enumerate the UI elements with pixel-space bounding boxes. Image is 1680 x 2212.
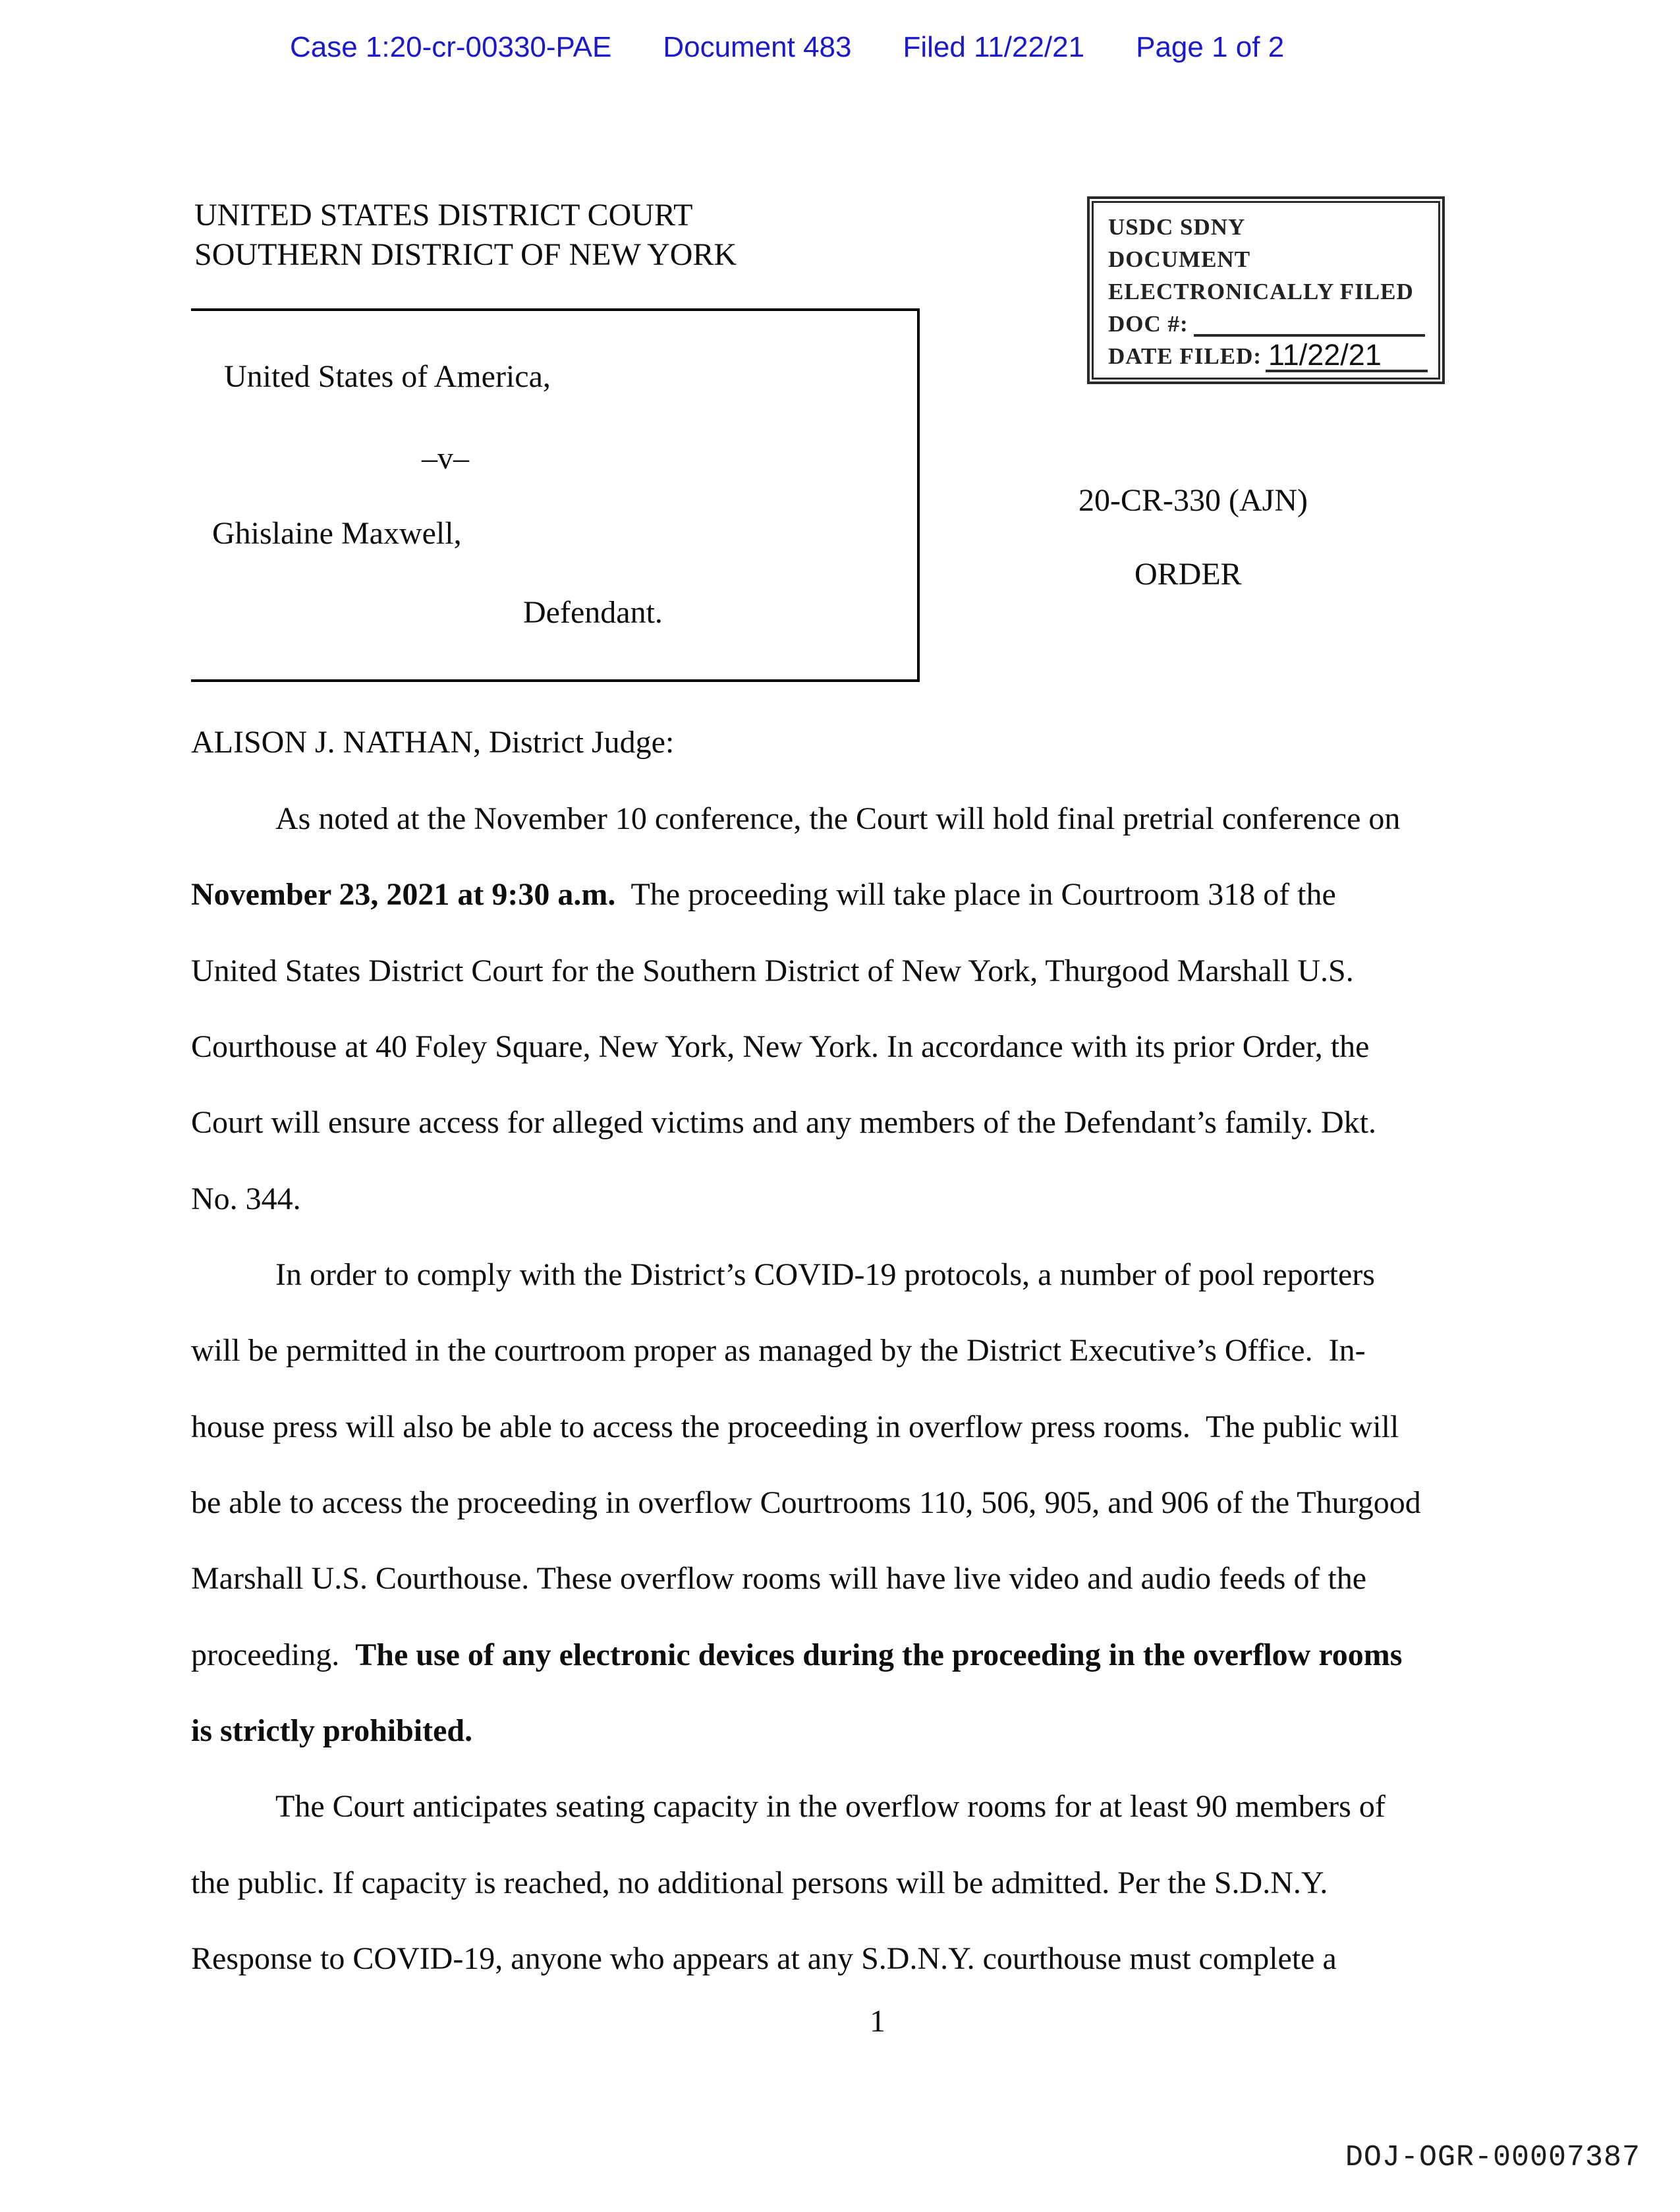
body-line-bold: The use of any electronic devices during the proceeding in the overflow rooms [355,1637,1403,1672]
caption-defendant-label: Defendant. [523,595,663,630]
stamp-document: DOCUMENT [1108,246,1251,272]
body-line-text: As noted at the November 10 conference, the Court will hold final pretrial conference on [275,801,1401,836]
body-line [191,1563,1366,1595]
court-name-line2: SOUTHERN DISTRICT OF NEW YORK [194,237,737,272]
body-line-text: the public. If capacity is reached, no additional persons will be admitted. Per the S.D.N.Y. [191,1865,1328,1900]
body-line-text: Response to COVID-19, anyone who appears at any S.D.N.Y. courthouse must complete a [191,1941,1337,1976]
judge-line: ALISON J. NATHAN, District Judge: [191,725,675,760]
body-line-text: The proceeding will take place in Courtroom 318 of the [615,877,1336,912]
stamp-doc-blank-line [1194,312,1425,337]
stamp-date-line [1266,340,1428,372]
stamp-usdc-sdny: USDC SDNY [1108,214,1246,240]
body-line-text: house press will also be able to access the proceeding in overflow press rooms. The public will [191,1409,1399,1444]
body-line [191,1183,301,1215]
body-line [191,1943,1337,1975]
stamp-date-label: DATE FILED: [1108,343,1262,369]
body-line [275,803,1400,835]
body-line [191,1639,1402,1671]
header-page-indicator: Page 1 of 2 [1136,31,1285,63]
header-document-number: Document 483 [663,31,852,63]
caption-plaintiff: United States of America, [224,359,551,394]
case-number: 20-CR-330 (AJN) [1078,483,1308,518]
body-line [191,1335,1366,1367]
page-number: 1 [870,2004,885,2039]
body-line-text: The Court anticipates seating capacity in the overflow rooms for at least 90 members of [275,1789,1386,1824]
efiling-stamp-inner [1092,201,1440,380]
body-line-bold: November 23, 2021 at 9:30 a.m. [191,877,616,912]
body-line [191,1107,1376,1139]
stamp-doc-number-row [1108,308,1428,340]
body-line [275,1791,1386,1823]
caption-versus: –v– [422,441,469,476]
body-line [191,955,1354,987]
header-case-number: Case 1:20-cr-00330-PAE [290,31,612,63]
body-line-text: Courthouse at 40 Foley Square, New York, New York. In accordance with its prior Order, the [191,1029,1370,1064]
body-line [191,1411,1399,1443]
body-line-text: proceeding. [191,1637,356,1672]
body-line-text: No. 344. [191,1181,301,1216]
ecf-header [290,33,1284,62]
body-line [191,1867,1328,1899]
body-line-text: be able to access the proceeding in overflow Courtrooms 110, 506, 905, and 906 of the Thurgood [191,1485,1421,1520]
body-line-text: In order to comply with the District’s COVID-19 protocols, a number of pool reporters [275,1257,1375,1292]
body-line-text: Marshall U.S. Courthouse. These overflow rooms will have live video and audio feeds of the [191,1561,1367,1596]
stamp-electronically-filed: ELECTRONICALLY FILED [1108,279,1414,304]
order-title: ORDER [1134,557,1242,592]
court-name-line1: UNITED STATES DISTRICT COURT [194,198,693,233]
body-line-text: will be permitted in the courtroom proper as managed by the District Executive’s Office. In- [191,1333,1366,1368]
stamp-date-filed-row [1108,340,1428,372]
body-line-text: United States District Court for the Southern District of New York, Thurgood Marshall U.S. [191,953,1354,988]
caption-defendant-name: Ghislaine Maxwell, [212,516,462,551]
stamp-doc-label: DOC #: [1108,311,1189,337]
body-line [191,879,1336,911]
body-line [191,1031,1369,1063]
body-line-text: Court will ensure access for alleged victims and any members of the Defendant’s family. Dkt. [191,1105,1377,1140]
body-line-bold: is strictly prohibited. [191,1713,473,1748]
header-filed-date: Filed 11/22/21 [903,31,1085,63]
body-line [191,1487,1421,1519]
body-line [275,1259,1375,1291]
efiling-stamp [1087,196,1445,384]
body-line [191,1715,472,1747]
bates-number: DOJ-OGR-00007387 [1345,2141,1640,2174]
stamp-date-value: 11/22/21 [1268,338,1382,372]
